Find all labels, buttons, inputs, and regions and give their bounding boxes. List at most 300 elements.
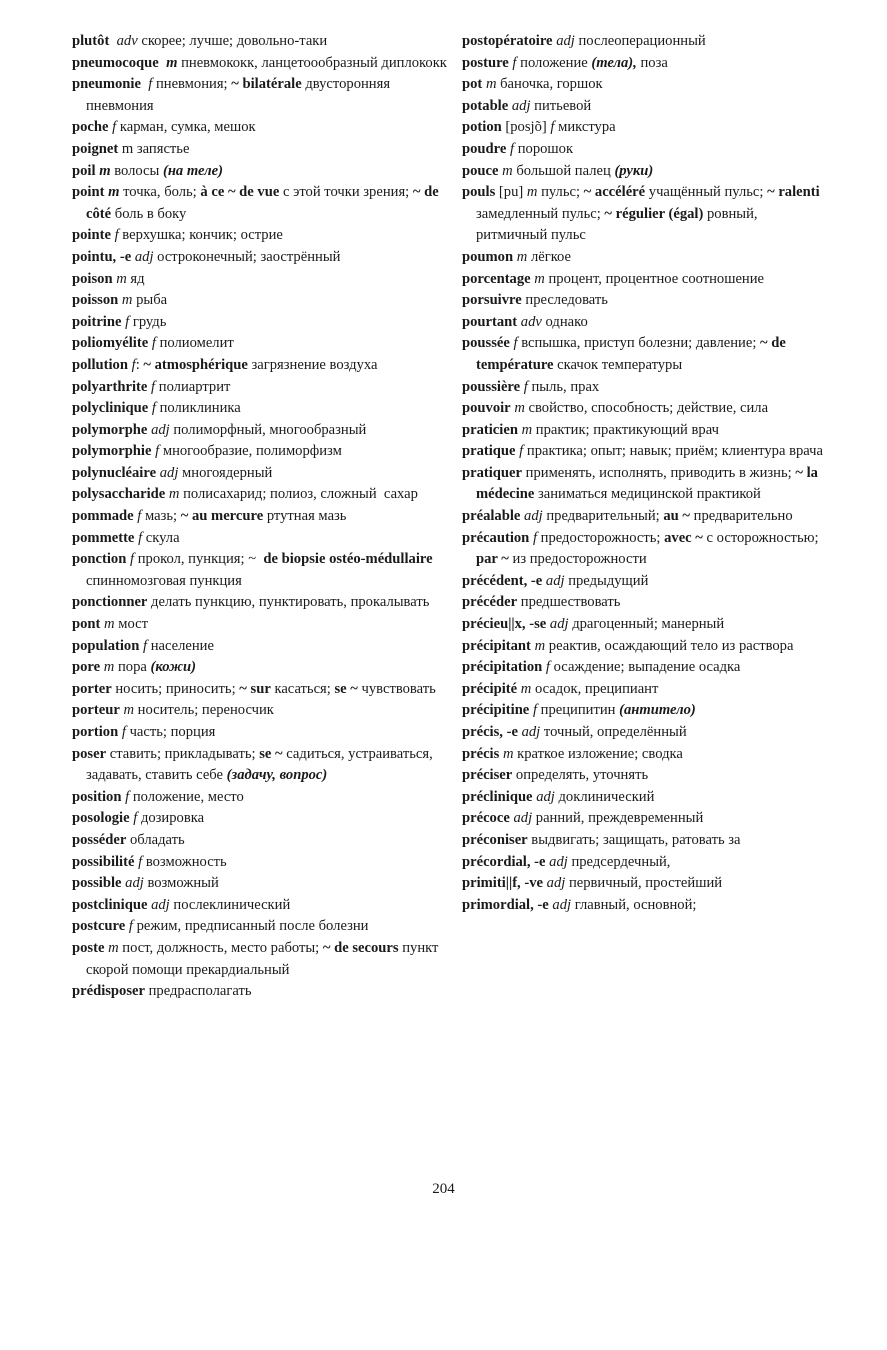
entry-grammar: f bbox=[130, 551, 135, 568]
entry-translation: режим, предписанный после болезни bbox=[132, 918, 369, 935]
entry-phrase: m bbox=[99, 162, 111, 179]
entry-translation: боль в боку bbox=[111, 205, 187, 222]
dictionary-entry bbox=[462, 765, 830, 787]
dictionary-entry bbox=[72, 636, 452, 658]
entry-phrase: (кожи) bbox=[150, 659, 197, 676]
entry-grammar: f bbox=[523, 378, 528, 395]
dictionary-entry bbox=[72, 700, 452, 722]
entry-headword: précipité bbox=[462, 680, 518, 697]
entry-headword: pouvoir bbox=[462, 400, 511, 417]
entry-phrase: ~ ralenti bbox=[767, 184, 820, 201]
entry-translation: ровный, ритмичный пульс bbox=[476, 205, 762, 244]
entry-grammar: adj bbox=[151, 421, 170, 438]
entry-grammar: adj bbox=[524, 508, 543, 525]
entry-translation: скачок температуры bbox=[553, 356, 683, 373]
entry-translation: пост, должность, место работы; bbox=[118, 939, 323, 956]
entry-grammar: f bbox=[513, 335, 518, 352]
entry-headword: position bbox=[72, 788, 122, 805]
entry-grammar: m bbox=[534, 270, 545, 287]
entry-headword: pouce bbox=[462, 162, 499, 179]
entry-grammar: m bbox=[502, 162, 513, 179]
entry-translation: преципитин bbox=[537, 702, 620, 719]
entry-headword: poussée bbox=[462, 335, 510, 352]
entry-translation: из предосторожности bbox=[508, 551, 647, 568]
entry-translation: применять, исполнять, приводить в жизнь; bbox=[522, 464, 796, 481]
entry-grammar: adj bbox=[545, 572, 565, 589]
entry-translation: носить; приносить; bbox=[111, 680, 240, 697]
entry-grammar: f bbox=[133, 810, 138, 827]
dictionary-entry bbox=[72, 74, 452, 117]
entry-translation: послеоперационный bbox=[574, 33, 706, 49]
entry-translation: пневмония; bbox=[152, 76, 232, 93]
entry-translation: грудь bbox=[129, 313, 167, 330]
dictionary-entry bbox=[462, 182, 830, 247]
entry-grammar: adj bbox=[549, 616, 569, 633]
entry-headword: poumon bbox=[462, 248, 514, 265]
entry-headword: pneumocoque bbox=[72, 54, 159, 71]
entry-translation: мост bbox=[114, 616, 148, 633]
entry-translation: волосы bbox=[110, 162, 163, 179]
entry-grammar: f bbox=[519, 443, 524, 460]
entry-headword: posséder bbox=[72, 831, 127, 848]
entry-grammar: adj bbox=[513, 810, 533, 827]
entry-headword: potable bbox=[462, 97, 509, 114]
entry-translation: дозировка bbox=[137, 810, 205, 827]
entry-translation: остроконечный; заострённый bbox=[153, 248, 341, 265]
entry-headword: porter bbox=[72, 680, 112, 697]
entry-grammar: m bbox=[514, 400, 525, 417]
dictionary-entry bbox=[462, 657, 830, 679]
dictionary-entry bbox=[462, 333, 830, 376]
entry-headword: poudre bbox=[462, 140, 507, 157]
entry-translation: пульс; bbox=[537, 184, 584, 201]
dictionary-entry bbox=[462, 53, 830, 75]
entry-headword: préalable bbox=[462, 508, 521, 525]
entry-translation: замедленный пульс; bbox=[476, 184, 824, 222]
entry-translation: драгоценный; манерный bbox=[568, 616, 725, 633]
dictionary-entry bbox=[462, 808, 830, 830]
entry-headword: précis bbox=[462, 745, 500, 762]
entry-translation: население bbox=[147, 637, 214, 654]
dictionary-entry bbox=[72, 161, 452, 183]
entry-grammar: m bbox=[502, 745, 514, 762]
entry-phrase: (задачу, вопрос) bbox=[226, 767, 328, 784]
entry-grammar: f bbox=[510, 140, 515, 157]
dictionary-entry bbox=[72, 787, 452, 809]
entry-translation: ртутная мазь bbox=[263, 508, 347, 525]
entry-translation: возможный bbox=[143, 875, 219, 892]
entry-grammar: f bbox=[532, 529, 538, 546]
entry-translation: скорее; лучше; довольно-таки bbox=[137, 33, 328, 49]
entry-translation: точный, определённый bbox=[540, 724, 687, 740]
dictionary-entry bbox=[72, 377, 452, 399]
entry-headword: pointu, -e bbox=[72, 248, 132, 265]
entry-phrase: se ~ bbox=[259, 745, 283, 762]
entry-phrase: ~ accéléré bbox=[583, 184, 646, 201]
entry-phrase: se ~ bbox=[334, 680, 358, 697]
dictionary-entry bbox=[462, 377, 830, 399]
entry-grammar: f bbox=[138, 853, 143, 870]
entry-translation: свойство, способность; действие, сила bbox=[524, 400, 769, 417]
dictionary-entry bbox=[72, 463, 452, 485]
entry-phrase: ~ la médecine bbox=[476, 464, 822, 503]
dictionary-entry bbox=[462, 873, 830, 895]
dictionary-entry bbox=[72, 916, 452, 938]
entry-headword: précipitant bbox=[462, 637, 531, 654]
entry-headword: préconiser bbox=[462, 831, 528, 848]
dictionary-entry bbox=[462, 895, 830, 917]
dictionary-entry bbox=[72, 484, 452, 506]
entry-translation: полиомелит bbox=[155, 335, 234, 352]
dictionary-entry bbox=[72, 53, 452, 75]
entry-translation: учащённый пульс; bbox=[645, 184, 768, 201]
dictionary-entry bbox=[72, 441, 452, 463]
page-number: 204 bbox=[432, 1181, 455, 1197]
entry-grammar: adj bbox=[552, 896, 572, 913]
entry-grammar: m bbox=[123, 702, 135, 719]
entry-grammar: f bbox=[151, 400, 156, 417]
entry-headword: population bbox=[72, 637, 140, 654]
entry-translation: с осторожностью; bbox=[702, 529, 823, 546]
entry-headword: potion bbox=[462, 119, 502, 136]
entry-grammar: adj bbox=[159, 464, 179, 481]
dictionary-entry bbox=[462, 269, 830, 291]
entry-grammar: adj bbox=[151, 896, 170, 913]
entry-grammar: m bbox=[485, 76, 497, 93]
entry-translation: пыль, прах bbox=[527, 378, 600, 395]
entry-translation: с этой точки зрения; bbox=[279, 184, 413, 201]
entry-headword: pot bbox=[462, 76, 483, 93]
entry-headword: polyarthrite bbox=[72, 378, 148, 395]
entry-translation: делать пункцию, пунктировать, прокалывать bbox=[147, 594, 430, 611]
entry-headword: polysaccharide bbox=[72, 486, 166, 503]
entry-headword: poliomyélite bbox=[72, 335, 149, 352]
entry-grammar: f bbox=[151, 378, 156, 395]
entry-grammar: adj bbox=[546, 875, 566, 892]
dictionary-entry bbox=[72, 592, 452, 614]
entry-headword: précieu||x, -se bbox=[462, 616, 547, 633]
entry-headword: possibilité bbox=[72, 853, 135, 870]
entry-headword: poser bbox=[72, 745, 107, 762]
entry-grammar: m bbox=[516, 248, 528, 265]
entry-phrase: ~ régulier (égal) bbox=[604, 205, 704, 222]
entry-translation: питьевой bbox=[530, 97, 592, 114]
entry-phrase: (руки) bbox=[614, 162, 654, 179]
entry-grammar: f bbox=[550, 119, 555, 136]
dictionary-entry bbox=[72, 506, 452, 528]
entry-translation: доклинический bbox=[554, 788, 655, 805]
entry-translation: определять, уточнять bbox=[512, 767, 649, 784]
entry-translation: садиться, устраиваться, задавать, ставить себе bbox=[86, 745, 437, 784]
entry-grammar: f bbox=[125, 788, 130, 805]
entry-translation: ранний, преждевременный bbox=[532, 810, 704, 827]
entry-headword: pratique bbox=[462, 443, 516, 460]
entry-headword: préclinique bbox=[462, 788, 533, 805]
entry-headword: portion bbox=[72, 724, 119, 740]
dictionary-entry bbox=[462, 463, 830, 506]
entry-translation: преследовать bbox=[521, 292, 608, 309]
entry-headword: poil bbox=[72, 162, 96, 179]
entry-grammar: m bbox=[116, 270, 127, 287]
entry-translation: многообразие, полиморфизм bbox=[159, 443, 342, 460]
entry-translation: спинномозговая пункция bbox=[86, 551, 437, 589]
entry-translation: карман, сумка, мешок bbox=[116, 119, 256, 136]
entry-translation: баночка, горшок bbox=[496, 76, 603, 93]
entry-translation: скула bbox=[142, 529, 180, 546]
entry-translation: вспышка, приступ болезни; давление; bbox=[517, 335, 761, 352]
entry-translation: предрасполагать bbox=[144, 983, 252, 1000]
dictionary-entry bbox=[72, 614, 452, 636]
entry-phrase: ~ sur bbox=[239, 680, 271, 697]
entry-translation: поза bbox=[636, 54, 668, 71]
entry-grammar: m bbox=[521, 421, 533, 438]
entry-translation: предварительно bbox=[690, 508, 793, 525]
dictionary-entry bbox=[462, 398, 830, 420]
entry-translation: пневмококк, ланцетоообразный диплококк bbox=[177, 54, 447, 71]
entry-translation: обладать bbox=[126, 831, 185, 848]
entry-translation: микстура bbox=[554, 119, 616, 136]
dictionary-entry bbox=[462, 636, 830, 658]
entry-headword: postcure bbox=[72, 918, 126, 935]
entry-translation: мазь; bbox=[141, 508, 181, 525]
entry-translation: лёгкое bbox=[527, 248, 572, 265]
entry-grammar: f bbox=[138, 529, 143, 546]
dictionary-entry bbox=[72, 225, 452, 247]
dictionary-entry bbox=[462, 161, 830, 183]
dictionary-entry bbox=[462, 139, 830, 161]
entry-translation: однако bbox=[541, 313, 588, 330]
entry-translation: предсердечный, bbox=[567, 853, 671, 870]
dictionary-entry bbox=[72, 938, 452, 981]
entry-translation: краткое изложение; сводка bbox=[513, 745, 683, 762]
entry-grammar: m bbox=[104, 616, 115, 633]
entry-grammar: f bbox=[114, 227, 119, 244]
entry-translation bbox=[109, 33, 116, 49]
entry-headword: ponction bbox=[72, 551, 127, 568]
entry-headword: polymorphie bbox=[72, 443, 152, 460]
dictionary-entry bbox=[72, 528, 452, 550]
entry-headword: poitrine bbox=[72, 313, 122, 330]
entry-phrase: ~ bilatérale bbox=[231, 76, 302, 93]
dictionary-entry bbox=[462, 96, 830, 118]
entry-translation: порошок bbox=[514, 140, 574, 157]
entry-headword: polyclinique bbox=[72, 400, 149, 417]
entry-phrase: m bbox=[166, 54, 178, 71]
entry-grammar: adj bbox=[549, 853, 568, 870]
entry-headword: point bbox=[72, 184, 105, 201]
entry-headword: pore bbox=[72, 659, 101, 676]
entry-phrase: ~ de température bbox=[476, 335, 790, 373]
entry-translation: осаждение; выпадение осадка bbox=[549, 659, 741, 676]
entry-headword: précoce bbox=[462, 810, 510, 827]
entry-phrase: m bbox=[108, 184, 120, 201]
entry-grammar: f bbox=[142, 637, 148, 654]
dictionary-entry bbox=[72, 808, 452, 830]
entry-headword: primordial, -e bbox=[462, 896, 549, 913]
entry-translation: яд bbox=[126, 270, 145, 287]
entry-phrase: ~ atmosphérique bbox=[143, 356, 248, 373]
entry-grammar: f bbox=[155, 443, 160, 460]
dictionary-entry bbox=[72, 333, 452, 355]
entry-headword: pommette bbox=[72, 529, 135, 546]
entry-headword: poste bbox=[72, 939, 105, 956]
entry-grammar: m bbox=[520, 680, 532, 697]
entry-translation: возможность bbox=[142, 853, 227, 870]
entry-headword: poison bbox=[72, 270, 113, 287]
dictionary-entry bbox=[462, 441, 830, 463]
dictionary-entry bbox=[72, 895, 452, 917]
entry-grammar: f bbox=[112, 119, 117, 136]
entry-grammar: adv bbox=[116, 33, 138, 49]
dictionary-entry bbox=[462, 852, 830, 874]
entry-phrase: ~ de côté bbox=[86, 184, 443, 222]
entry-grammar: f bbox=[151, 335, 156, 352]
dictionary-entry bbox=[462, 117, 830, 139]
entry-headword: polynucléaire bbox=[72, 464, 157, 481]
entry-headword: postopératoire bbox=[462, 33, 553, 49]
entry-translation bbox=[159, 55, 166, 71]
entry-headword: praticien bbox=[462, 421, 518, 438]
entry-translation: рыба bbox=[132, 292, 168, 309]
entry-headword: porteur bbox=[72, 702, 120, 719]
entry-translation: m запястье bbox=[118, 140, 190, 157]
entry-phrase: (антитело) bbox=[619, 702, 696, 719]
entry-headword: posture bbox=[462, 54, 509, 71]
entry-grammar: adj bbox=[521, 724, 541, 740]
entry-grammar: f bbox=[137, 508, 142, 525]
entry-headword: pouls bbox=[462, 184, 496, 201]
dictionary-entry bbox=[72, 873, 452, 895]
dictionary-entry bbox=[72, 744, 452, 787]
entry-translation: часть; порция bbox=[125, 724, 216, 740]
entry-headword: plutôt bbox=[72, 33, 110, 49]
entry-translation: пора bbox=[114, 659, 151, 676]
entry-grammar: adv bbox=[520, 313, 542, 330]
dictionary-entry bbox=[72, 312, 452, 334]
entry-phrase: par ~ bbox=[476, 551, 509, 568]
dictionary-entry bbox=[72, 182, 452, 225]
entry-translation: большой палец bbox=[512, 162, 615, 179]
entry-phrase: (тела), bbox=[591, 54, 637, 71]
dictionary-entry bbox=[462, 74, 830, 96]
entry-translation: положение, место bbox=[129, 788, 244, 805]
entry-phrase: à ce ~ de vue bbox=[200, 184, 280, 201]
entry-grammar: f bbox=[545, 659, 550, 676]
entry-headword: prédisposer bbox=[72, 983, 145, 1000]
entry-headword: possible bbox=[72, 875, 122, 892]
dictionary-entry bbox=[462, 614, 830, 636]
entry-grammar: adj bbox=[536, 788, 555, 805]
dictionary-entry bbox=[72, 722, 452, 744]
entry-grammar: m bbox=[526, 184, 538, 201]
dictionary-entry bbox=[462, 247, 830, 269]
dictionary-entry bbox=[462, 722, 830, 744]
entry-translation: практик; практикующий врач bbox=[532, 421, 719, 438]
entry-translation: процент, процентное соотношение bbox=[544, 270, 765, 287]
dictionary-entry bbox=[72, 657, 452, 679]
entry-headword: porsuivre bbox=[462, 292, 522, 309]
entry-translation: касаться; bbox=[270, 680, 335, 697]
entry-translation: полисахарид; полиоз, сложный сахар bbox=[179, 486, 418, 503]
entry-headword: précis, -e bbox=[462, 724, 518, 740]
entry-headword: pont bbox=[72, 616, 101, 633]
entry-headword: primiti||f, -ve bbox=[462, 875, 543, 892]
entry-translation: чувствовать bbox=[357, 680, 436, 697]
entry-grammar: m bbox=[103, 659, 115, 676]
dictionary-entry bbox=[72, 549, 452, 592]
dictionary-entry bbox=[72, 355, 452, 377]
dictionary-entry bbox=[72, 247, 452, 269]
dictionary-entry bbox=[462, 528, 830, 571]
dictionary-entry bbox=[462, 290, 830, 312]
dictionary-entry bbox=[462, 592, 830, 614]
entry-phrase: avec ~ bbox=[664, 529, 703, 546]
entry-headword: porcentage bbox=[462, 270, 531, 287]
dictionary-entry bbox=[462, 506, 830, 528]
entry-translation: выдвигать; защищать, ратовать за bbox=[527, 831, 741, 848]
entry-headword: pneumonie bbox=[72, 76, 141, 93]
entry-phrase: ~ de secours bbox=[322, 939, 399, 956]
entry-translation: предыдущий bbox=[564, 572, 649, 589]
entry-translation: главный, основной; bbox=[571, 896, 697, 913]
entry-headword: poignet bbox=[72, 140, 119, 157]
dictionary-entry bbox=[462, 571, 830, 593]
entry-headword: pollution bbox=[72, 356, 128, 373]
entry-headword: pratiquer bbox=[462, 464, 522, 481]
entry-grammar: adj bbox=[134, 248, 154, 265]
entry-phrase: ~ au mercure bbox=[180, 508, 264, 525]
entry-grammar: adj bbox=[511, 97, 531, 114]
entry-headword: pommade bbox=[72, 508, 134, 525]
dictionary-entry bbox=[72, 269, 452, 291]
dictionary-entry bbox=[462, 744, 830, 766]
dictionary-entry bbox=[462, 679, 830, 701]
entry-phrase: au ~ bbox=[663, 508, 691, 525]
entry-translation: полиморфный, многообразный bbox=[169, 421, 367, 438]
entry-phrase: de biopsie ostéo-médullaire bbox=[263, 551, 433, 568]
entry-translation: прокол, пункция; ~ bbox=[134, 551, 264, 568]
entry-headword: précipitine bbox=[462, 702, 530, 719]
dictionary-entry bbox=[72, 139, 452, 161]
entry-grammar: f bbox=[128, 918, 133, 935]
entry-grammar: f bbox=[512, 54, 517, 71]
entry-translation: заниматься медицинской практикой bbox=[534, 486, 761, 503]
entry-headword: précédent, -e bbox=[462, 572, 543, 589]
entry-translation: [pu] bbox=[495, 184, 527, 201]
dictionary-entry bbox=[462, 312, 830, 334]
dictionary-entry bbox=[462, 830, 830, 852]
entry-translation: поликлиника bbox=[155, 400, 241, 417]
entry-translation: двусторонняя пневмония bbox=[86, 76, 394, 114]
entry-headword: posologie bbox=[72, 810, 130, 827]
entry-headword: pointe bbox=[72, 227, 111, 244]
entry-headword: précipitation bbox=[462, 659, 543, 676]
entry-translation: практика; опыт; навык; приём; клиентура врача bbox=[523, 443, 823, 460]
entry-translation: многоядерный bbox=[178, 464, 273, 481]
entry-grammar: adj bbox=[556, 33, 575, 49]
entry-headword: poisson bbox=[72, 292, 119, 309]
dictionary-entry bbox=[462, 420, 830, 442]
dictionary-entry bbox=[72, 31, 452, 53]
entry-grammar: adj bbox=[125, 875, 144, 892]
dictionary-entry bbox=[462, 787, 830, 809]
entry-grammar: f bbox=[532, 702, 538, 719]
dictionary-entry bbox=[72, 852, 452, 874]
entry-headword: pourtant bbox=[462, 313, 518, 330]
entry-headword: ponctionner bbox=[72, 594, 148, 611]
entry-translation: послеклинический bbox=[169, 896, 291, 913]
entry-grammar: f bbox=[131, 356, 136, 373]
